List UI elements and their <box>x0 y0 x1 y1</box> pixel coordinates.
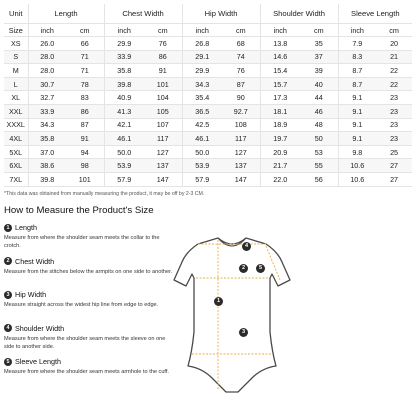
step-number-badge: 1 <box>4 224 12 232</box>
value-cell: 127 <box>144 145 182 159</box>
table-row <box>4 159 412 173</box>
value-cell: 33.9 <box>28 104 66 118</box>
size-header: Size <box>4 24 28 37</box>
value-cell: 22 <box>376 64 412 78</box>
marker-hip-width: 3 <box>239 328 248 337</box>
value-cell: 20 <box>376 37 412 51</box>
value-cell: 87 <box>222 77 260 91</box>
value-cell: 50.0 <box>182 145 222 159</box>
value-cell: 35.8 <box>28 132 66 146</box>
table-row <box>4 172 412 186</box>
measure-step-length <box>4 222 174 256</box>
value-cell: 8.7 <box>338 64 376 78</box>
value-cell: 90 <box>222 91 260 105</box>
marker-shoulder-width: 4 <box>242 242 251 251</box>
unit-header-cm: cm <box>222 24 260 37</box>
value-cell: 29.9 <box>182 64 222 78</box>
value-cell: 42.5 <box>182 118 222 132</box>
unit-header: Unit <box>4 4 28 24</box>
value-cell: 104 <box>144 91 182 105</box>
value-cell: 10.6 <box>338 159 376 173</box>
size-cell: XL <box>4 91 28 105</box>
value-cell: 44 <box>300 91 338 105</box>
value-cell: 127 <box>222 145 260 159</box>
unit-header-inch: inch <box>28 24 66 37</box>
value-cell: 101 <box>144 77 182 91</box>
value-cell: 33.9 <box>104 50 144 64</box>
value-cell: 56 <box>300 172 338 186</box>
value-cell: 137 <box>144 159 182 173</box>
value-cell: 55 <box>300 159 338 173</box>
size-cell: 5XL <box>4 145 28 159</box>
unit-header-inch: inch <box>104 24 144 37</box>
value-cell: 53 <box>300 145 338 159</box>
size-cell: XS <box>4 37 28 51</box>
value-cell: 117 <box>144 132 182 146</box>
marker-length: 1 <box>214 297 223 306</box>
value-cell: 39.8 <box>104 77 144 91</box>
value-cell: 22.0 <box>260 172 300 186</box>
value-cell: 21 <box>376 50 412 64</box>
value-cell: 76 <box>222 64 260 78</box>
value-cell: 86 <box>144 50 182 64</box>
group-header-shoulder-width: Shoulder Width <box>260 4 338 24</box>
step-title: Shoulder Width <box>15 323 65 333</box>
value-cell: 57.9 <box>182 172 222 186</box>
value-cell: 78 <box>66 77 104 91</box>
value-cell: 28.0 <box>28 64 66 78</box>
value-cell: 91 <box>66 132 104 146</box>
value-cell: 40 <box>300 77 338 91</box>
size-cell: 7XL <box>4 172 28 186</box>
value-cell: 17.3 <box>260 91 300 105</box>
measure-step-shoulder-width <box>4 323 174 357</box>
table-row <box>4 118 412 132</box>
value-cell: 46 <box>300 104 338 118</box>
unit-header-inch: inch <box>182 24 222 37</box>
value-cell: 18.9 <box>260 118 300 132</box>
unit-header-inch: inch <box>260 24 300 37</box>
value-cell: 37.0 <box>28 145 66 159</box>
value-cell: 29.9 <box>104 37 144 51</box>
step-description: Measure from the stitches below the armpits on one side to another. <box>4 268 173 275</box>
value-cell: 9.1 <box>338 104 376 118</box>
value-cell: 50 <box>300 132 338 146</box>
value-cell: 91 <box>144 64 182 78</box>
value-cell: 117 <box>222 132 260 146</box>
value-cell: 39 <box>300 64 338 78</box>
measure-section-title: How to Measure the Product's Size <box>4 205 154 216</box>
value-cell: 26.8 <box>182 37 222 51</box>
header-group-row <box>4 4 412 24</box>
unit-header-cm: cm <box>300 24 338 37</box>
measurement-note: *This data was obtained from manually measuring the product, it may be off by 2-3 CM. <box>4 191 205 197</box>
table-row <box>4 50 412 64</box>
value-cell: 28.0 <box>28 50 66 64</box>
value-cell: 35.4 <box>182 91 222 105</box>
step-description: Measure from where the shoulder seam meets the collar to the crotch. <box>4 235 160 250</box>
value-cell: 18.1 <box>260 104 300 118</box>
value-cell: 71 <box>66 64 104 78</box>
header-units-row <box>4 24 412 37</box>
value-cell: 23 <box>376 91 412 105</box>
value-cell: 8.3 <box>338 50 376 64</box>
size-cell: L <box>4 77 28 91</box>
value-cell: 76 <box>144 37 182 51</box>
step-title: Chest Width <box>15 256 55 266</box>
value-cell: 23 <box>376 104 412 118</box>
step-title: Hip Width <box>15 290 47 299</box>
step-description: Measure straight across the widest hip line from edge to edge. <box>4 302 159 308</box>
step-description: Measure from where the shoulder seam meets the sleeve on one side to another side. <box>4 335 166 350</box>
table-row <box>4 145 412 159</box>
group-header-sleeve-length: Sleeve Length <box>338 4 412 24</box>
value-cell: 22 <box>376 77 412 91</box>
value-cell: 42.1 <box>104 118 144 132</box>
value-cell: 83 <box>66 91 104 105</box>
value-cell: 39.8 <box>28 172 66 186</box>
value-cell: 34.3 <box>182 77 222 91</box>
value-cell: 9.1 <box>338 132 376 146</box>
value-cell: 23 <box>376 118 412 132</box>
measure-step-hip-width <box>4 289 174 323</box>
size-cell: S <box>4 50 28 64</box>
value-cell: 40.9 <box>104 91 144 105</box>
measure-steps-list <box>4 222 174 390</box>
value-cell: 53.9 <box>182 159 222 173</box>
table-row <box>4 132 412 146</box>
step-number-badge: 3 <box>4 291 12 299</box>
value-cell: 101 <box>66 172 104 186</box>
size-cell: XXL <box>4 104 28 118</box>
marker-chest-width: 2 <box>239 264 248 273</box>
table-row <box>4 37 412 51</box>
value-cell: 35.8 <box>104 64 144 78</box>
value-cell: 68 <box>222 37 260 51</box>
value-cell: 46.1 <box>182 132 222 146</box>
value-cell: 37 <box>300 50 338 64</box>
value-cell: 15.4 <box>260 64 300 78</box>
value-cell: 19.7 <box>260 132 300 146</box>
size-cell: M <box>4 64 28 78</box>
value-cell: 9.1 <box>338 91 376 105</box>
value-cell: 9.8 <box>338 145 376 159</box>
table-row <box>4 91 412 105</box>
size-cell: XXXL <box>4 118 28 132</box>
measure-step-sleeve-length <box>4 356 174 390</box>
value-cell: 27 <box>376 159 412 173</box>
step-number-badge: 2 <box>4 257 12 265</box>
measure-step-chest-width <box>4 256 174 290</box>
step-title: Length <box>15 223 37 232</box>
value-cell: 15.7 <box>260 77 300 91</box>
value-cell: 86 <box>66 104 104 118</box>
unit-header-cm: cm <box>66 24 104 37</box>
bodysuit-measurement-figure <box>172 222 292 408</box>
value-cell: 13.8 <box>260 37 300 51</box>
value-cell: 147 <box>222 172 260 186</box>
value-cell: 32.7 <box>28 91 66 105</box>
value-cell: 21.7 <box>260 159 300 173</box>
unit-header-inch: inch <box>338 24 376 37</box>
value-cell: 98 <box>66 159 104 173</box>
value-cell: 41.3 <box>104 104 144 118</box>
table-row <box>4 77 412 91</box>
unit-header-cm: cm <box>144 24 182 37</box>
group-header-hip-width: Hip Width <box>182 4 260 24</box>
value-cell: 87 <box>66 118 104 132</box>
size-cell: 4XL <box>4 132 28 146</box>
size-chart-table <box>4 4 412 187</box>
value-cell: 71 <box>66 50 104 64</box>
value-cell: 92.7 <box>222 104 260 118</box>
value-cell: 29.1 <box>182 50 222 64</box>
marker-sleeve-length: 5 <box>256 264 265 273</box>
value-cell: 25 <box>376 145 412 159</box>
table-row <box>4 64 412 78</box>
value-cell: 7.9 <box>338 37 376 51</box>
value-cell: 46.1 <box>104 132 144 146</box>
group-header-length: Length <box>28 4 104 24</box>
value-cell: 10.6 <box>338 172 376 186</box>
step-description: Measure from where the shoulder seam meets armhole to the cuff. <box>4 369 169 375</box>
value-cell: 9.1 <box>338 118 376 132</box>
step-number-badge: 5 <box>4 358 12 366</box>
value-cell: 57.9 <box>104 172 144 186</box>
unit-header-cm: cm <box>376 24 412 37</box>
value-cell: 137 <box>222 159 260 173</box>
value-cell: 108 <box>222 118 260 132</box>
value-cell: 23 <box>376 132 412 146</box>
value-cell: 26.0 <box>28 37 66 51</box>
table-row <box>4 104 412 118</box>
value-cell: 14.6 <box>260 50 300 64</box>
step-title: Sleeve Length <box>15 357 61 366</box>
value-cell: 8.7 <box>338 77 376 91</box>
value-cell: 94 <box>66 145 104 159</box>
step-number-badge: 4 <box>4 324 12 332</box>
size-cell: 6XL <box>4 159 28 173</box>
group-header-chest-width: Chest Width <box>104 4 182 24</box>
bodysuit-outline-icon <box>172 222 292 408</box>
value-cell: 147 <box>144 172 182 186</box>
value-cell: 36.5 <box>182 104 222 118</box>
value-cell: 53.9 <box>104 159 144 173</box>
value-cell: 34.3 <box>28 118 66 132</box>
value-cell: 50.0 <box>104 145 144 159</box>
value-cell: 105 <box>144 104 182 118</box>
value-cell: 107 <box>144 118 182 132</box>
value-cell: 74 <box>222 50 260 64</box>
value-cell: 48 <box>300 118 338 132</box>
value-cell: 30.7 <box>28 77 66 91</box>
value-cell: 27 <box>376 172 412 186</box>
value-cell: 35 <box>300 37 338 51</box>
value-cell: 38.6 <box>28 159 66 173</box>
value-cell: 66 <box>66 37 104 51</box>
value-cell: 20.9 <box>260 145 300 159</box>
